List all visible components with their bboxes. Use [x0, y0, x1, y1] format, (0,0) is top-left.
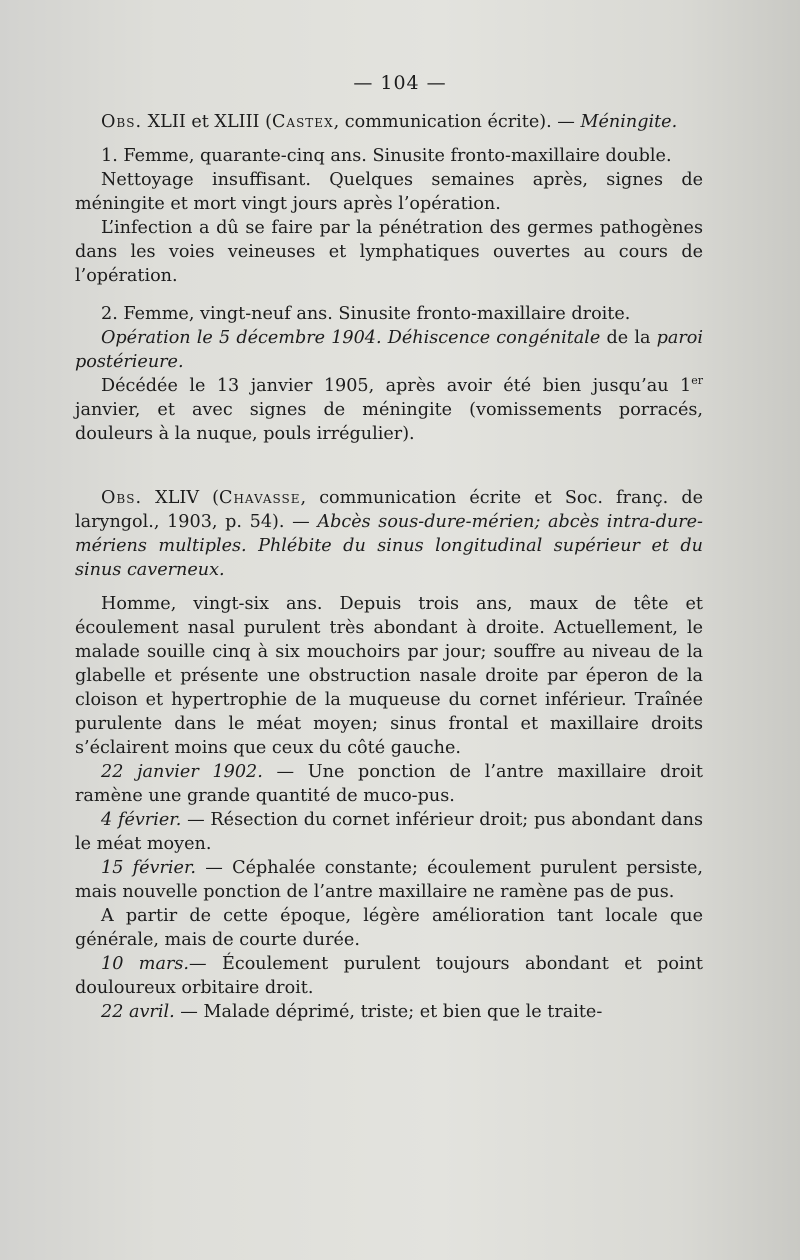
- clinical-entry: [75, 856, 703, 904]
- page-number: — 104 —: [353, 72, 447, 94]
- obs-diagnosis: Abcès sous-dure-mérien; abcès intra-dure-mériens multiples. Phlébite du sinus longitudinal supérieur et du sinus caverneux.: [75, 512, 703, 580]
- observation-heading-44: [75, 486, 703, 582]
- clinical-entry: [75, 904, 703, 952]
- case2-paragraph-1: 2. Femme, vingt-neuf ans. Sinusite fronto-maxillaire droite.: [101, 304, 631, 324]
- death-note-end: janvier, et avec signes de méningite (vomissements porracés, douleurs à la nuque, pouls irrégulier).: [75, 400, 703, 444]
- entry-text: — Une ponction de l’antre maxillaire droit ramène une grande quantité de muco-pus.: [75, 762, 703, 806]
- case1-paragraph-3: L’infection a dû se faire par la pénétration des germes pathogènes dans les voies veineuses et lymphatiques ouvertes au cours de l’opération.: [75, 218, 703, 286]
- entry-date: 10 mars.: [101, 954, 190, 974]
- entry-text: — Écoulement purulent toujours abondant et point douloureux orbitaire droit.: [75, 954, 704, 998]
- entry-date: 4 février.: [101, 810, 182, 830]
- entry-text: A partir de cette époque, légère amélioration tant locale que générale, mais de courte durée.: [75, 906, 703, 950]
- entry-date: 15 février.: [101, 858, 197, 878]
- entry-date: 22 janvier 1902.: [101, 762, 263, 782]
- connector-text: de la: [600, 328, 657, 348]
- obs-source: , communication écrite). —: [333, 112, 575, 132]
- obs-number: XLIV (: [142, 488, 219, 508]
- obs-source: , communication écrite et Soc. franç. de laryngol., 1903, p. 54). —: [75, 488, 703, 532]
- case2-paragraph-2: [75, 326, 703, 374]
- operation-note-end: paroi postérieure.: [75, 328, 703, 372]
- entry-text: — Céphalée constante; écoulement purulent persiste, mais nouvelle ponction de l’antre maxillaire ne ramène pas de pus.: [75, 858, 703, 902]
- author-name: Castex: [271, 112, 334, 132]
- obs-abbr: Obs.: [101, 112, 143, 132]
- entry-text: — Malade déprimé, triste; et bien que le traite-: [174, 1002, 603, 1022]
- death-note-start: Décédée le 13 janvier 1905, après avoir été bien jusqu’au 1: [101, 376, 692, 396]
- obs-abbr: Obs.: [101, 488, 143, 508]
- case2-paragraph-3: [75, 374, 703, 446]
- clinical-entry: [75, 808, 703, 856]
- entry-text: — Résection du cornet inférieur droit; pus abondant dans le méat moyen.: [75, 810, 703, 854]
- obs-diagnosis: Méningite.: [580, 112, 678, 132]
- case3-paragraph-1: Homme, vingt-six ans. Depuis trois ans, maux de tête et écoulement nasal purulent très abondant à droite. Actuellement, le malade souille cinq à six mouchoirs par jour; souffre au niveau de la glabelle et présente une obstruction nasale droite par éperon de la cloison et hypertrophie de la muqueuse du cornet inférieur. Traînée purulente dans le méat moyen; sinus frontal et maxillaire droits s’éclairent moins que ceux du côté gauche.: [75, 594, 703, 758]
- clinical-entry: [75, 952, 703, 1000]
- obs-numbers: XLII et XLIII (: [142, 112, 272, 132]
- case1-paragraph-2: Nettoyage insuffisant. Quelques semaines après, signes de méningite et mort vingt jours après l’opération.: [75, 170, 703, 214]
- author-name: Chavasse: [219, 488, 301, 508]
- operation-note: Opération le 5 décembre 1904. Déhiscence congénitale: [101, 328, 601, 348]
- ordinal-suffix: er: [691, 374, 703, 388]
- case1-paragraph-1: 1. Femme, quarante-cinq ans. Sinusite fronto-maxillaire double.: [101, 146, 672, 166]
- entry-date: 22 avril.: [101, 1002, 175, 1022]
- clinical-entry: [75, 760, 703, 808]
- observation-heading-42-43: [75, 110, 703, 134]
- page-body: [75, 110, 703, 1024]
- clinical-entry: [75, 1000, 703, 1024]
